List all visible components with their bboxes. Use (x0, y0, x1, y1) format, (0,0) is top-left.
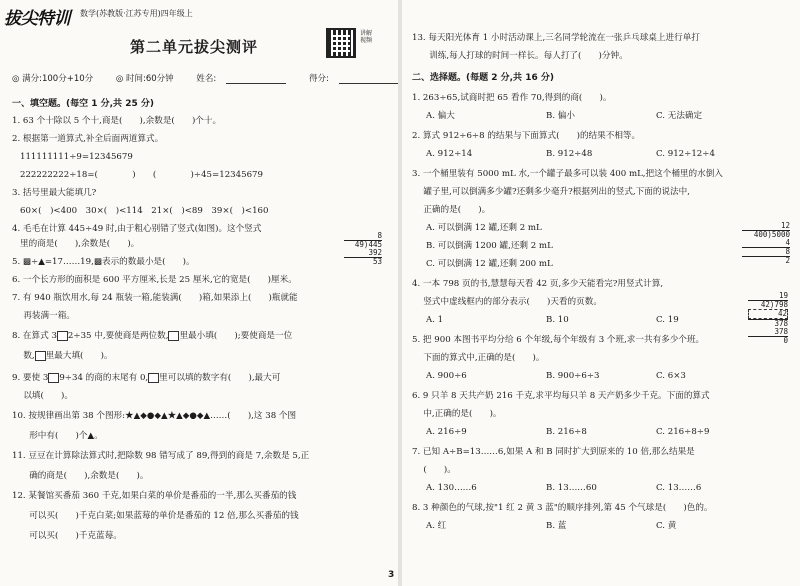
blank-box[interactable] (168, 331, 179, 341)
name-field[interactable]: 姓名: (196, 74, 296, 84)
left-page (0, 0, 398, 586)
option-a[interactable]: A. 红 (426, 521, 447, 531)
option-b[interactable]: B. 偏小 (546, 111, 575, 121)
question-7: 7. 有 940 瓶饮用水,每 24 瓶装一箱,能装满( )箱,如果添上( )瓶就能 (12, 293, 298, 303)
long-division-q4: 19 42)798 42 378 378 0 (748, 292, 788, 345)
option-b[interactable]: B. 216÷8 (546, 427, 587, 437)
question-12: 12. 某餐馆买番茄 360 千克,如果白菜的单价是番茄的一半,那么买番茄的钱 (12, 491, 297, 501)
question-4: 4. 毛毛在计算 445÷49 时,由于粗心别错了竖式(如图)。这个竖式 (12, 224, 262, 234)
option-c[interactable]: C. 912÷12÷4 (656, 149, 715, 159)
question-2: 2. 根据第一道算式,补全后面两道算式。 (12, 134, 164, 144)
blank-box[interactable] (48, 373, 59, 383)
choice-3: 3. 一个桶里装有 5000 mL 水,一个罐子最多可以装 400 mL,把这个桶里的水倒入 (412, 169, 723, 179)
time-info: ◎ 时间:60分钟 (115, 74, 174, 84)
long-division-q3: 12 400)5000 4 8 2 (742, 222, 790, 265)
blank-box[interactable] (57, 331, 68, 341)
option-c[interactable]: C. 216÷8÷9 (656, 427, 710, 437)
blank-box[interactable] (35, 351, 46, 361)
fill-in-section: 一、填空题。(每空 1 分,共 25 分) 1. 63 个十除以 5 个十,商是( ),余数是( )个十。 2. 根据第一道算式,补全后面两道算式。 111111111÷9=12345679 222222222÷18=( ) ( )÷45=12345679 3. 括号里最大能填几? 60×( )<400 30×( )<114 21×( )<89 39×( )<160 4. 毛毛在计算 445÷49 时,由于粗心别错了竖式(如图)。这个竖式 里的商是( ),余数是( )。 5. ▩÷▲=17……19,▩表示的数最小是( )。 6. 一个长方形的面积是 600 平方厘米,长是 25 厘米,它的宽是( )厘米。 7. 有 940 瓶饮用水,每 24 瓶装一箱,能装满( )箱,如果添上( )瓶就能 再装满一箱。 8. 在算式 3 2÷35 中,要使商是两位数, 里最小填( );要使商是一位 数, 里最大填( )。 9. 要使 3 9÷34 的商的末尾有 0, 里可以填的数字有( ),最大可 以填( )。 10. 按规律画出第 38 个图形:★▲◆●◆▲★▲◆●◆▲……( ),这 38 个图 形中有( )个▲。 11. 豆豆在计算除法算式时,把除数 98 错写成了 89,得到的商是 7,余数是 5,正 确的商是( ),余数是( )。 12. 某餐馆买番茄 360 千克,如果白菜的单价是番茄的一半,那么买番茄的钱 可以买( )千克白菜;如果蓝莓的单价是番茄的 12 倍,那么买番茄的钱 可以买( )千克蓝莓。 (12, 98, 394, 542)
option-b[interactable]: B. 10 (546, 315, 569, 325)
question-8: 8. 在算式 3 2÷35 中,要使商是两位数, 里最小填( );要使商是一位 (12, 331, 293, 341)
choice-1: 1. 263÷65,试商时把 65 看作 70,得到的商( )。 (412, 93, 612, 103)
option-c[interactable]: C. 无法确定 (656, 111, 703, 121)
question-5: 5. ▩÷▲=17……19,▩表示的数最小是( )。 (12, 257, 195, 267)
option-b[interactable]: B. 13……60 (546, 483, 597, 493)
page-number: 3 (388, 570, 395, 580)
option-b[interactable]: B. 蓝 (546, 521, 567, 531)
question-6: 6. 一个长方形的面积是 600 平方厘米,长是 25 厘米,它的宽是( )厘米。 (12, 275, 297, 285)
blank-box[interactable] (148, 373, 159, 383)
question-9: 9. 要使 3 9÷34 的商的末尾有 0, 里可以填的数字有( ),最大可 (12, 373, 281, 383)
section-heading: 一、填空题。(每空 1 分,共 25 分) (12, 99, 154, 109)
qr-code-icon[interactable] (326, 28, 356, 58)
question-13: 13. 每天阳光体育 1 小时活动课上,三名同学轮流在一张乒乓球桌上进行单打 (412, 33, 700, 43)
option-c[interactable]: C. 6×3 (656, 371, 686, 381)
question-3: 3. 括号里最大能填几? (12, 188, 97, 198)
option-c[interactable]: C. 19 (656, 315, 679, 325)
score-field[interactable]: 得分: (309, 74, 409, 84)
choice-8: 8. 3 种颜色的气球,按"1 红 2 黄 3 蓝"的顺序排列,第 45 个气球是( )色的。 (412, 503, 713, 513)
section-heading: 二、选择题。(每题 2 分,共 16 分) (412, 73, 554, 83)
choice-section: 13. 每天阳光体育 1 小时活动课上,三名同学轮流在一张乒乓球桌上进行单打 训练,每人打球的时间一样长。每人打了( )分钟。 二、选择题。(每题 2 分,共 16 分) 1. 263÷65,试商时把 65 看作 70,得到的商( )。 A. 偏大 B. 偏小 C. 无法确定 2. 算式 912÷6÷8 的结果与下面算式( )的结果不相等。 A. 912÷14 B. 912÷48 C. 912÷12÷4 3. 一个桶里装有 5000 mL 水,一个罐子最多可以装 400 mL,把这个桶里的水倒入 罐子里,可以倒满多少罐?还剩多少毫升?根据列出的竖式,下面的说法中, 正确的是( )。 A. 可以倒满 12 罐,还剩 2 mL B. 可以倒满 1200 罐,还剩 2 mL C. 可以倒满 12 罐,还剩 200 mL 4. 一本 798 页的书,慧慧每天看 42 页,多少天能看完?用竖式计算, 竖式中虚线框内的部分表示( )天看的页数。 A. 1 B. 10 C. 19 5. 把 900 本图书平均分给 6 个年级,每个年级有 3 个班,求一共有多少个班。 下面的算式中,正确的是( )。 A. 900÷6 B. 900÷6÷3 C. 6×3 6. 9 只羊 8 天共产奶 216 千克,求平均每只羊 8 天产奶多少千克。下面的算式 中,正确的是( )。 A. 216÷9 B. 216÷8 C. 216÷8÷9 7. 已知 A÷B=13……6,如果 A 和 B 同时扩大到原来的 10 倍,那么结果是 ( )。 A. 130……6 B. 13……60 C. 13……6 8. 3 种颜色的气球,按"1 红 2 黄 3 蓝"的顺序排列,第 45 个气球是( )色的。 A. 红 B. 蓝 C. 黄 (412, 32, 796, 532)
long-division-q4: 8 49)445 392 53 (344, 232, 382, 266)
question-10: 10. 按规律画出第 38 个图形:★▲◆●◆▲★▲◆●◆▲……( ),这 38 个图 (12, 411, 297, 421)
option-a[interactable]: A. 216÷9 (426, 427, 467, 437)
option-c[interactable]: C. 可以倒满 12 罐,还剩 200 mL (426, 259, 553, 269)
option-a[interactable]: A. 1 (426, 315, 444, 325)
option-c[interactable]: C. 13……6 (656, 483, 702, 493)
right-page (402, 0, 800, 586)
option-b[interactable]: B. 912÷48 (546, 149, 593, 159)
book-subtitle: 数学(苏教版·江苏专用)四年级上 (80, 9, 193, 18)
option-b[interactable]: B. 900÷6÷3 (546, 371, 600, 381)
option-a[interactable]: A. 可以倒满 12 罐,还剩 2 mL (426, 223, 542, 233)
option-a[interactable]: A. 900÷6 (426, 371, 467, 381)
page-title: 第二单元拔尖测评 (130, 38, 259, 56)
score-info: ◎ 满分:100分+10分 (12, 74, 94, 84)
choice-7: 7. 已知 A÷B=13……6,如果 A 和 B 同时扩大到原来的 10 倍,那么结果是 (412, 447, 695, 457)
question-1: 1. 63 个十除以 5 个十,商是( ),余数是( )个十。 (12, 116, 222, 126)
option-a[interactable]: A. 偏大 (426, 111, 455, 121)
option-c[interactable]: C. 黄 (656, 521, 677, 531)
choice-6: 6. 9 只羊 8 天共产奶 216 千克,求平均每只羊 8 天产奶多少千克。下面的算式 (412, 391, 710, 401)
question-11: 11. 豆豆在计算除法算式时,把除数 98 错写成了 89,得到的商是 7,余数是 5,正 (12, 451, 310, 461)
choice-4: 4. 一本 798 页的书,慧慧每天看 42 页,多少天能看完?用竖式计算, (412, 279, 664, 289)
brand-logo: 拔尖特训 (4, 9, 70, 29)
choice-5: 5. 把 900 本图书平均分给 6 个年级,每个年级有 3 个班,求一共有多少个班。 (412, 335, 705, 345)
choice-2: 2. 算式 912÷6÷8 的结果与下面算式( )的结果不相等。 (412, 131, 641, 141)
option-b[interactable]: B. 可以倒满 1200 罐,还剩 2 mL (426, 241, 553, 251)
option-a[interactable]: A. 130……6 (426, 483, 477, 493)
exam-meta (12, 72, 419, 84)
qr-label: 讲解视频 (360, 30, 373, 44)
option-a[interactable]: A. 912÷14 (426, 149, 473, 159)
